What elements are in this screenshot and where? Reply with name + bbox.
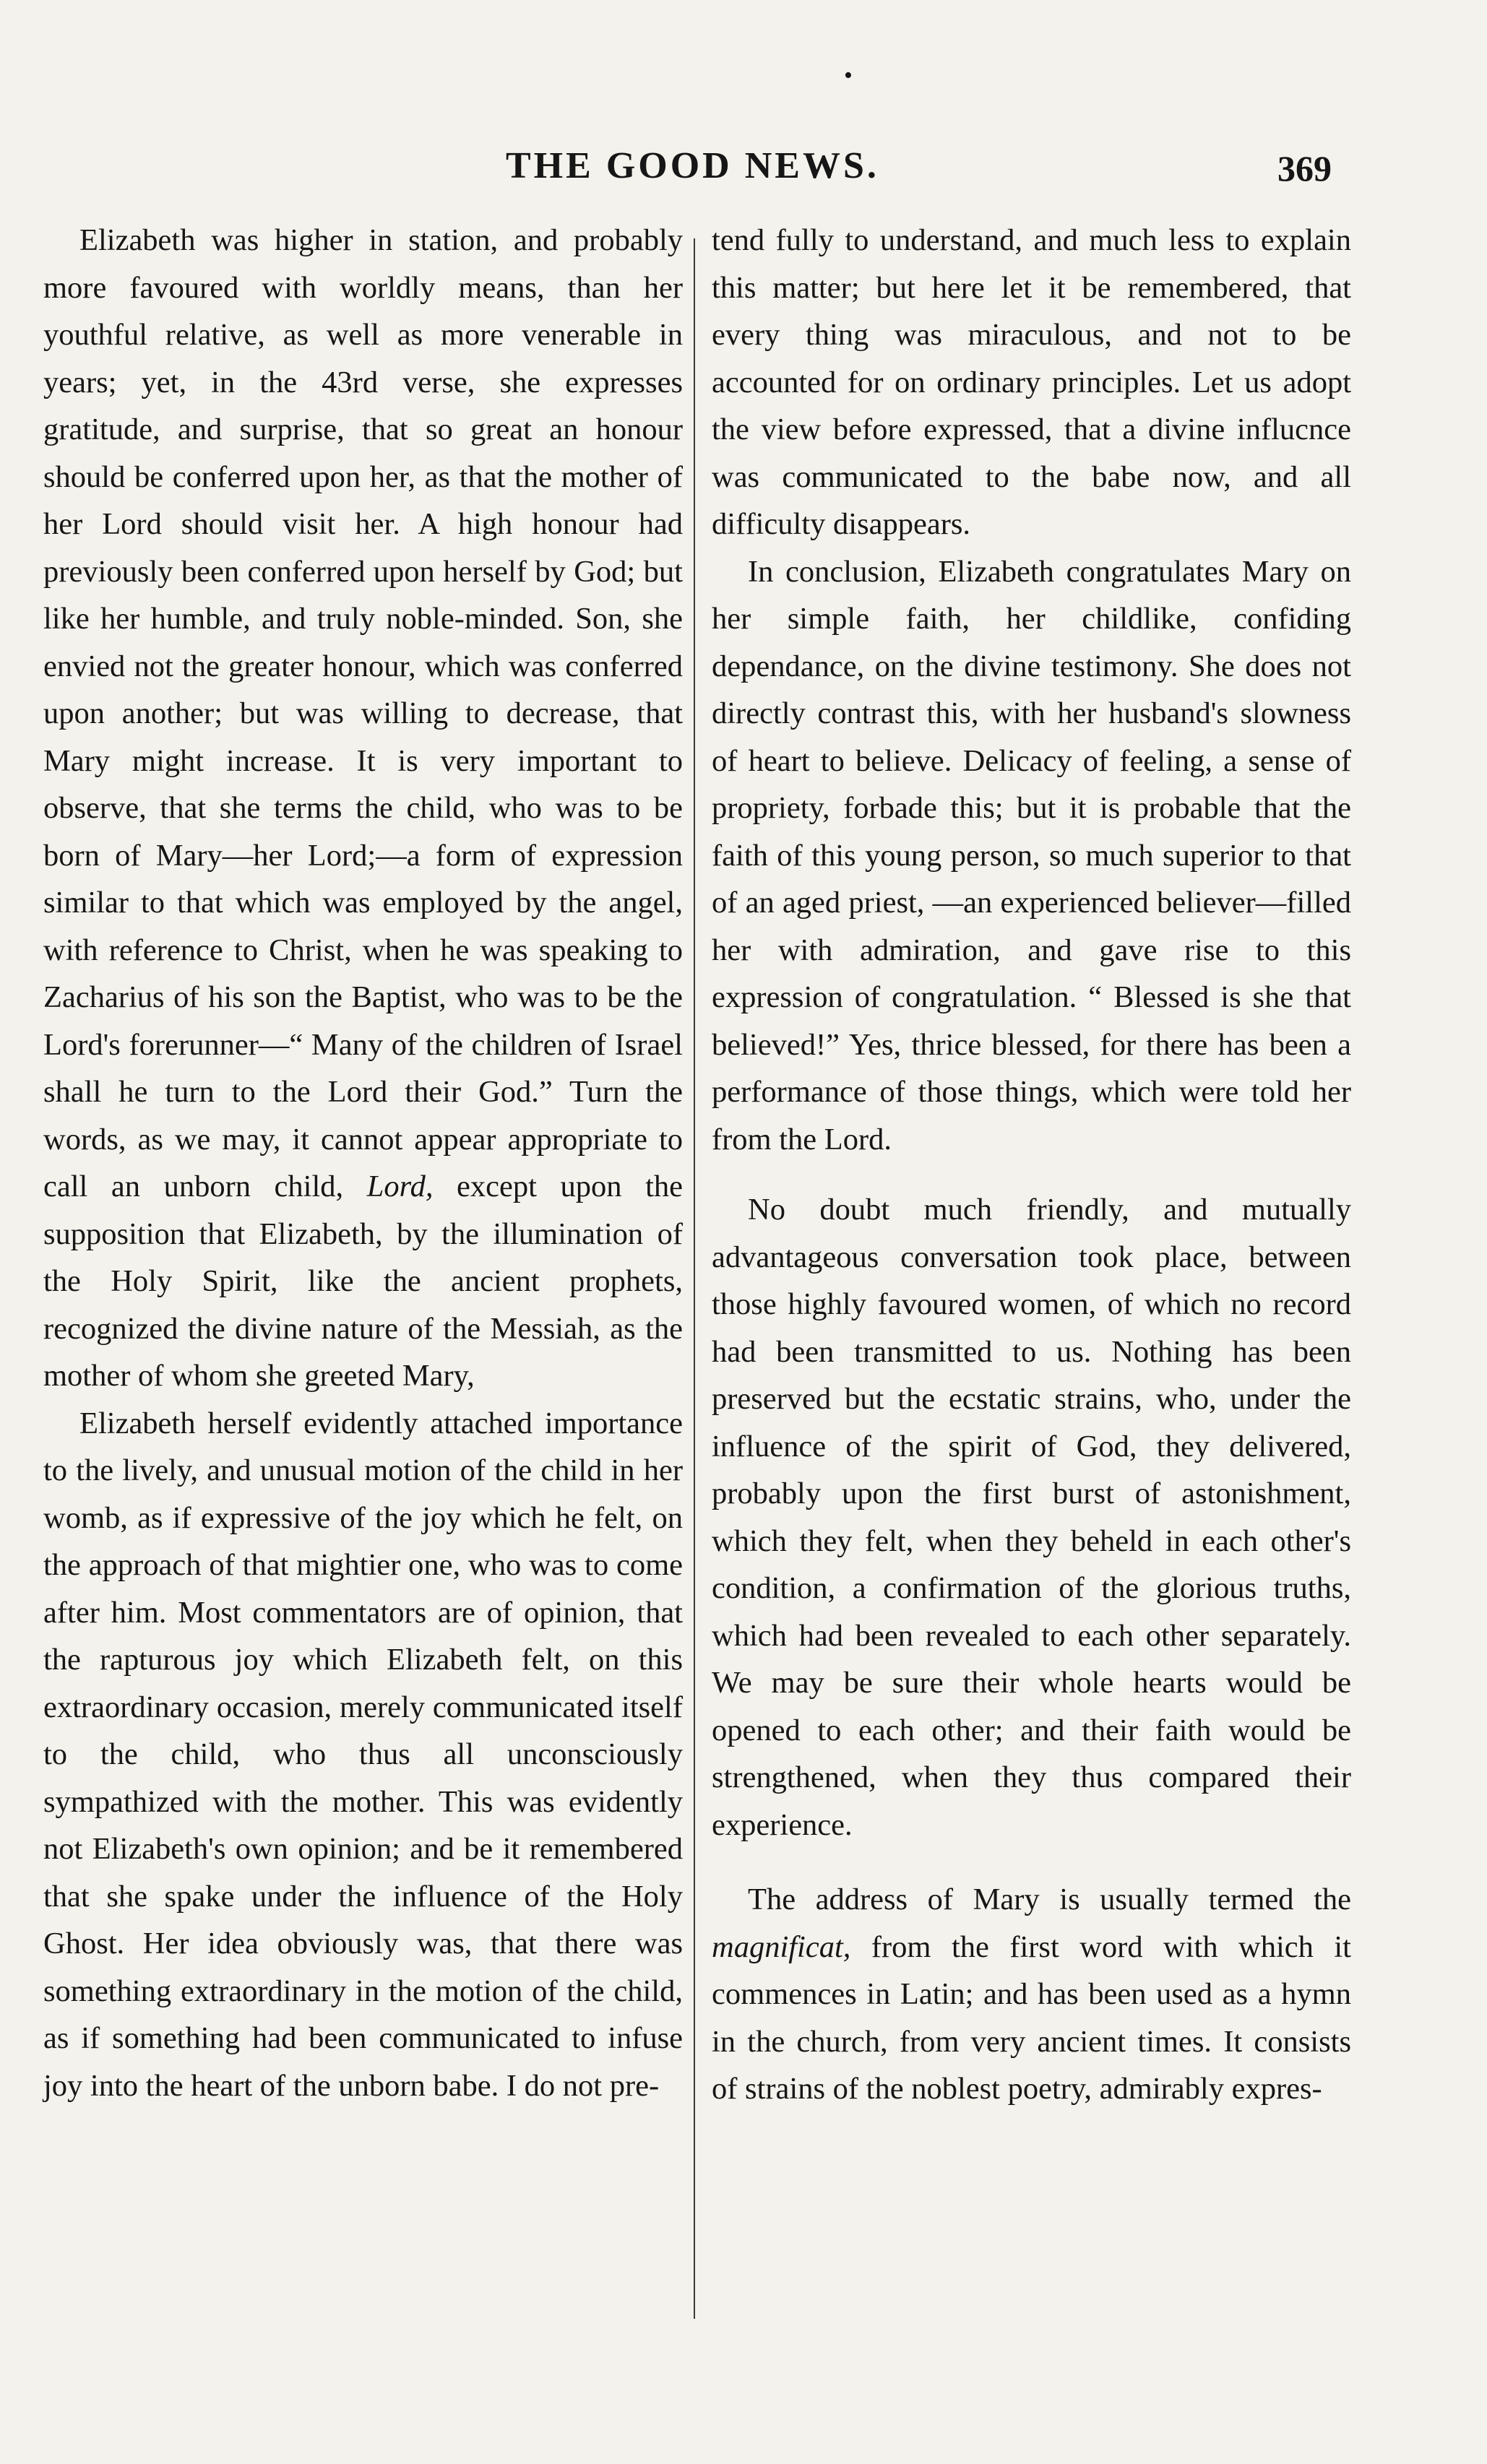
emphasized-word: Lord, [366,1170,434,1203]
paragraph [712,1876,1351,2113]
paragraph: Elizabeth herself evidently attached importance to the lively, and unusual motion of the child in her womb, as if expressive of the joy which he felt, on the approach of that mightier one, who was to come after him. Most commentators are of opinion, that the rapturous joy which Elizabeth felt, on this extraordinary occasion, merely communicated itself to the child, who thus all unconsciously sympathized with the mother. This was evidently not Elizabeth's own opinion; and be it remembered that she spake under the influence of the Holy Ghost. Her idea obviously was, that there was something extraordinary in the motion of the child, as if something had been communicated to infuse joy into the heart of the unborn babe. I do not pre- [43,1406,683,2103]
page-number: 369 [1277,148,1332,189]
paragraph-text: except upon the supposition that Elizabeth, by the illumination of the Holy Spirit, like the ancient prophets, recognized the divine nature of the Messiah, as the mother of whom she greeted Mary, [43,1170,684,1393]
right-column [712,217,1351,2113]
paragraph-text: The address of Mary is usually termed the [748,1882,1351,1916]
paragraph [43,217,683,1400]
paragraph: No doubt much friendly, and mutually advantageous conversation took place, between those highly favoured women, of which no record had been transmitted to us. Nothing has been preserved but the ecstatic strains, who, under the influence of the spirit of God, they delivered, probably upon the first burst of astonishment, which they felt, when they beheld in each other's condition, a confirmation of the glorious truths, which had been revealed to each other separately. We may be sure their whole hearts would be opened to each other; and their faith would be strengthened, when they thus compared their experience. [712,1193,1351,1842]
running-head [0,144,1487,195]
ornament-mark: • [844,62,853,89]
emphasized-word: magnificat, [712,1929,851,1964]
paragraph-text: Elizabeth was higher in station, and probably more favoured with worldly means, than her youthful relative, as well as more venerable in years; yet, in the 43rd verse, she expresses gratitude, and surprise, that so great an honour should be conferred upon her, as that the mother of her Lord should visit her. A high honour had previously been conferred upon herself by God; but like her humble, and truly noble-minded. Son, she envied not the greater honour, which was conferred upon another; but was willing to decrease, that Mary might increase. It is very important to observe, that she terms the child, who was to be born of Mary—her Lord;—a form of expression similar to that which was employed by the angel, with reference to Christ, when he was speaking to Zacharius of his son the Baptist, who was to be the Lord's forerunner—“ Many of the children of Israel shall he turn to the Lord their God.” Turn the words, as we may, it cannot appear appropriate to call an unborn child, [43,223,683,1203]
running-title: THE GOOD NEWS. [506,145,879,186]
paragraph-text: from the first word with which it commences in Latin; and has been used as a hymn in the church, from very ancient times. It consists of strains of the noblest poetry, admirably expres- [712,1929,1351,2106]
paragraph: tend fully to understand, and much less to explain this matter; but here let it be remembered, that every thing was miraculous, and not to be accounted for on ordinary principles. Let us adopt the view before expressed, that a divine influcnce was communicated to the babe now, and all difficulty disappears. [712,223,1351,541]
paragraph: In conclusion, Elizabeth congratulates Mary on her simple faith, her childlike, confiding dependance, on the divine testimony. She does not directly contrast this, with her husband's slowness of heart to believe. Delicacy of feeling, a sense of propriety, forbade this; but it is probable that the faith of this young person, so much superior to that of an aged priest, —an experienced believer—filled her with admiration, and gave rise to this expression of congratulation. “ Blessed is she that believed!” Yes, thrice blessed, for there has been a performance of those things, which were told her from the Lord. [712,554,1351,1157]
column-divider [694,238,695,2319]
left-column [43,217,683,2109]
